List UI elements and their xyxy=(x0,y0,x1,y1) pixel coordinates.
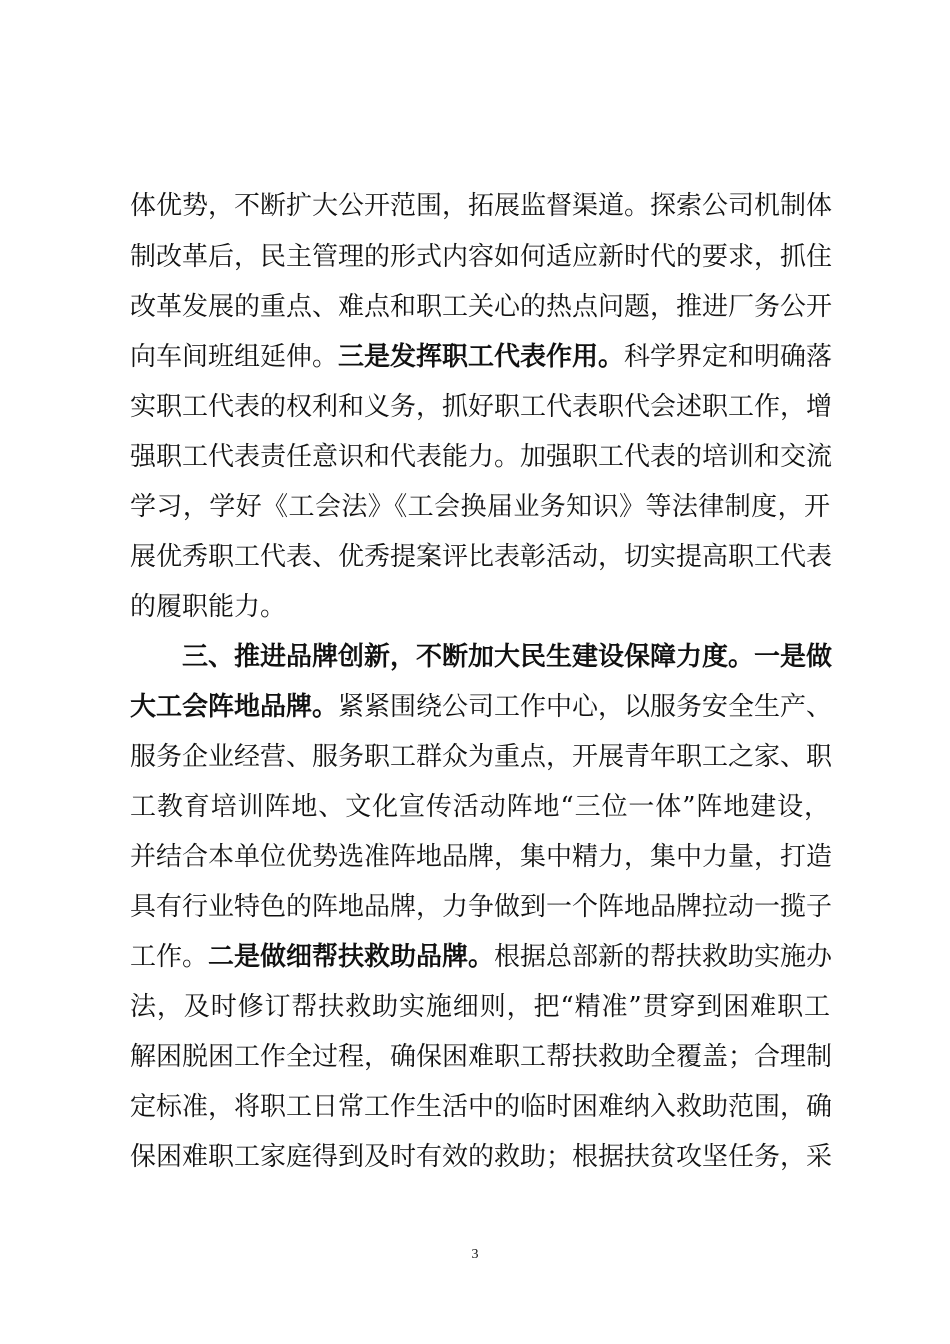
text-line-3 xyxy=(130,290,833,324)
text-line-18 xyxy=(130,1040,833,1074)
text-line-8 xyxy=(130,540,833,574)
line-text: 服务企业经营、服务职工群众为重点，开展青年职工之家、职 xyxy=(130,742,833,772)
line-text: 强职工代表责任意识和代表能力。加强职工代表的培训和交流 xyxy=(130,442,833,472)
line-text: 体优势，不断扩大公开范围，拓展监督渠道。探索公司机制体 xyxy=(130,191,833,221)
line-text: 工教育培训阵地、文化宣传活动阵地“三位一体”阵地建设， xyxy=(130,792,830,822)
text-line-1 xyxy=(130,189,833,223)
text-line-13 xyxy=(130,790,830,824)
line-text: 学习，学好《工会法》《工会换届业务知识》等法律制度，开 xyxy=(130,492,830,522)
line-text: 展优秀职工代表、优秀提案评比表彰活动，切实提高职工代表 xyxy=(130,542,833,572)
page-number: 3 xyxy=(471,1247,479,1262)
bold-heading: 二是做细帮扶救助品牌。 xyxy=(208,942,495,972)
section-heading: 三、推进品牌创新，不断加大民生建设保障力度。一是做 xyxy=(182,642,833,672)
line-text: 保困难职工家庭得到及时有效的救助；根据扶贫攻坚任务，采 xyxy=(130,1142,833,1172)
text-line-12 xyxy=(130,740,833,774)
text-line-5 xyxy=(130,390,833,424)
line-text: 改革发展的重点、难点和职工关心的热点问题，推进厂务公开 xyxy=(130,292,833,322)
text-line-17 xyxy=(130,990,830,1024)
line-text: 定标准，将职工日常工作生活中的临时困难纳入救助范围，确 xyxy=(130,1092,833,1122)
line-text: 并结合本单位优势选准阵地品牌，集中精力，集中力量，打造 xyxy=(130,842,833,872)
text-line-11 xyxy=(130,690,833,724)
line-text: 的履职能力。 xyxy=(130,592,287,622)
section-heading-line xyxy=(182,640,833,674)
text-line-19 xyxy=(130,1090,833,1124)
line-text: 工作。 xyxy=(130,942,209,972)
text-line-9 xyxy=(130,590,830,624)
text-line-20 xyxy=(130,1140,833,1174)
bold-heading: 大工会阵地品牌。 xyxy=(130,692,339,722)
line-text: 向车间班组延伸。 xyxy=(130,342,339,372)
line-text: 实职工代表的权利和义务，抓好职工代表职代会述职工作，增 xyxy=(130,392,833,422)
line-text: 解困脱困工作全过程，确保困难职工帮扶救助全覆盖；合理制 xyxy=(130,1042,833,1072)
text-line-16 xyxy=(130,940,833,974)
line-text: 根据总部新的帮扶救助实施办 xyxy=(494,942,833,972)
line-text: 法，及时修订帮扶救助实施细则，把“精准”贯穿到困难职工 xyxy=(130,992,830,1022)
text-line-14 xyxy=(130,840,833,874)
line-text: 制改革后，民主管理的形式内容如何适应新时代的要求，抓住 xyxy=(130,242,833,272)
line-text: 紧紧围绕公司工作中心，以服务安全生产、 xyxy=(338,692,833,722)
line-text: 具有行业特色的阵地品牌，力争做到一个阵地品牌拉动一揽子 xyxy=(130,892,833,922)
bold-heading: 三是发挥职工代表作用。 xyxy=(338,342,625,372)
text-line-2 xyxy=(130,240,833,274)
line-text: 科学界定和明确落 xyxy=(624,342,833,372)
text-line-7 xyxy=(130,490,830,524)
text-line-6 xyxy=(130,440,833,474)
text-line-15 xyxy=(130,890,833,924)
text-line-4 xyxy=(130,340,833,374)
